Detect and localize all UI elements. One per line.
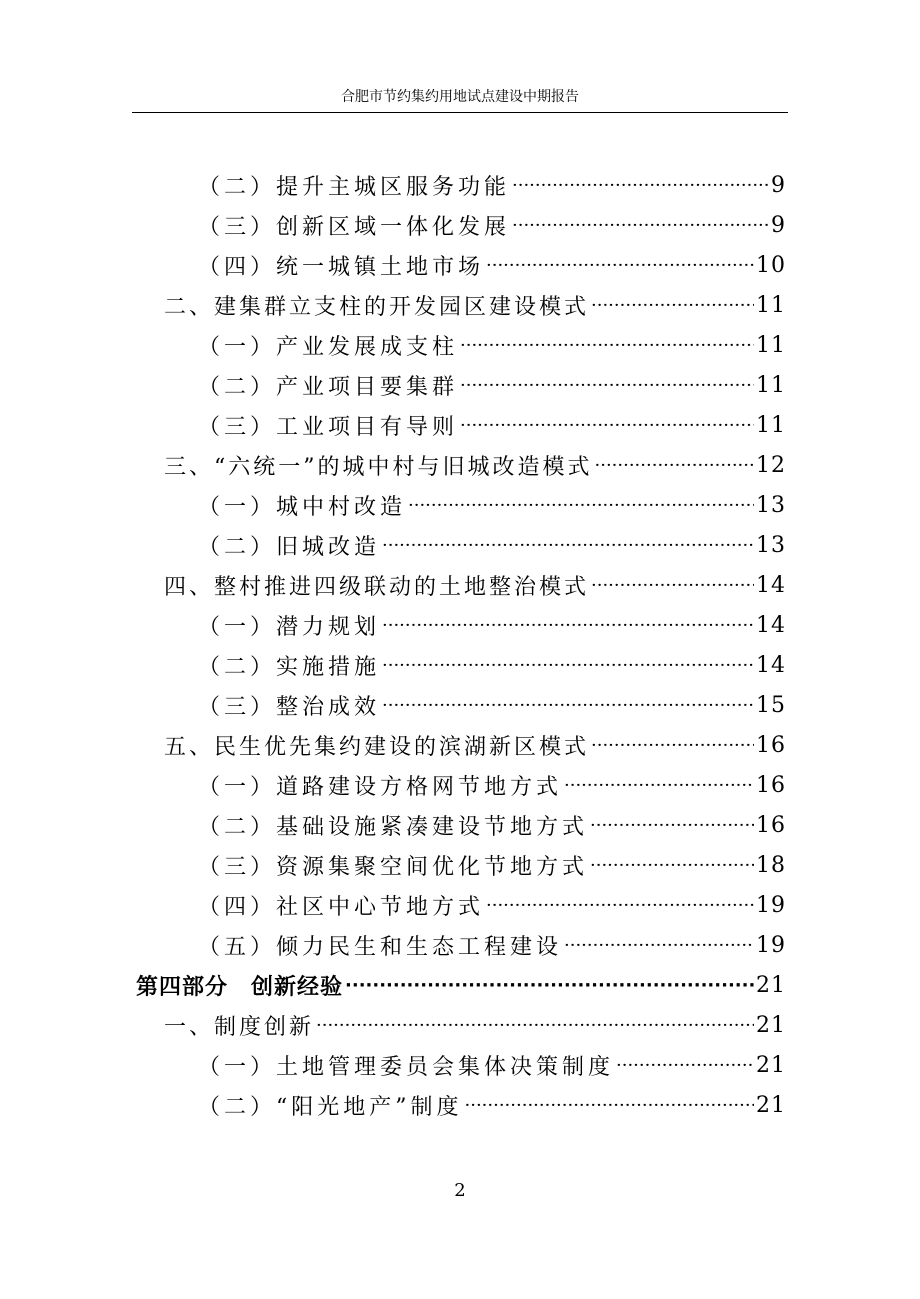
- toc-entry-page: 16: [756, 772, 786, 798]
- toc-entry-page: 11: [756, 412, 786, 438]
- toc-entry-page: 21: [756, 1092, 786, 1118]
- toc-entry-page: 9: [771, 212, 786, 238]
- toc-leader-dots: [460, 415, 754, 436]
- header-rule: [132, 112, 788, 113]
- toc-entry[interactable]: [136, 685, 786, 725]
- toc-entry[interactable]: [136, 205, 786, 245]
- toc-entry-label: （五）倾力民生和生态工程建设: [198, 934, 563, 960]
- toc-entry[interactable]: [136, 1085, 786, 1125]
- toc-leader-dots: [486, 895, 754, 916]
- toc-entry[interactable]: [136, 765, 786, 805]
- toc-entry-label: （一）城中村改造: [198, 494, 407, 520]
- toc-entry[interactable]: [136, 445, 786, 485]
- toc-entry-page: 11: [756, 372, 786, 398]
- toc-entry[interactable]: [136, 845, 786, 885]
- toc-leader-dots: [590, 815, 754, 836]
- toc-entry-page: 14: [756, 572, 786, 598]
- toc-entry-label: （二）“阳光地产”制度: [198, 1094, 463, 1120]
- toc-entry-page: 13: [756, 532, 786, 558]
- toc-leader-dots: [382, 615, 754, 636]
- toc-entry-page: 14: [756, 652, 786, 678]
- toc-leader-dots: [595, 455, 755, 476]
- toc-entry-label: 一、制度创新: [164, 1014, 315, 1040]
- toc-entry-label: （二）实施措施: [198, 654, 381, 680]
- toc-leader-dots: [591, 295, 754, 316]
- toc-entry-page: 16: [756, 732, 786, 758]
- toc-entry[interactable]: [136, 645, 786, 685]
- toc-entry[interactable]: [136, 1005, 786, 1045]
- toc-entry-page: 9: [771, 172, 786, 198]
- toc-entry[interactable]: [136, 325, 786, 365]
- toc-leader-dots: [316, 1015, 754, 1036]
- toc-leader-dots: [382, 695, 754, 716]
- toc-entry-label: （三）工业项目有导则: [198, 414, 459, 440]
- toc-entry-label: （一）土地管理委员会集体决策制度: [198, 1054, 615, 1080]
- toc-entry-page: 13: [756, 492, 786, 518]
- toc-entry-label: （二）基础设施紧凑建设节地方式: [198, 814, 589, 840]
- toc-leader-dots: [512, 175, 769, 196]
- toc-entry-label: 五、民生优先集约建设的滨湖新区模式: [164, 734, 590, 760]
- toc-entry-label: （四）统一城镇土地市场: [198, 254, 485, 280]
- toc-entry-page: 16: [756, 812, 786, 838]
- toc-entry-label: 四、整村推进四级联动的土地整治模式: [164, 574, 590, 600]
- toc-entry-label: （一）产业发展成支柱: [198, 334, 459, 360]
- toc-leader-dots: [591, 575, 754, 596]
- toc-leader-dots: [591, 735, 754, 756]
- toc-entry-label: （一）道路建设方格网节地方式: [198, 774, 563, 800]
- toc-leader-dots: [460, 375, 754, 396]
- toc-leader-dots: [465, 1095, 755, 1116]
- toc-entry[interactable]: [136, 245, 786, 285]
- toc-entry[interactable]: [136, 725, 786, 765]
- toc-entry-page: 12: [756, 452, 786, 478]
- toc-leader-dots: [564, 775, 754, 796]
- toc-entry-page: 11: [756, 292, 786, 318]
- toc-leader-dots: [408, 495, 754, 516]
- toc-entry[interactable]: [136, 285, 786, 325]
- toc-entry-page: 21: [756, 1012, 786, 1038]
- toc-entry-page: 10: [756, 252, 786, 278]
- toc-entry-page: 14: [756, 612, 786, 638]
- toc-entry-page: 18: [756, 852, 786, 878]
- toc-leader-dots: [590, 855, 754, 876]
- toc-entry-page: 21: [756, 972, 786, 998]
- toc-entry-label: （二）提升主城区服务功能: [198, 174, 511, 200]
- toc-entry-label: 二、建集群立支柱的开发园区建设模式: [164, 294, 590, 320]
- toc-entry[interactable]: [136, 805, 786, 845]
- toc-entry-label: （一）潜力规划: [198, 614, 381, 640]
- toc-entry-page: 21: [756, 1052, 786, 1078]
- toc-entry-page: 19: [756, 932, 786, 958]
- toc-entry[interactable]: [136, 925, 786, 965]
- toc-entry[interactable]: [136, 525, 786, 565]
- toc-entry-label: （三）资源集聚空间优化节地方式: [198, 854, 589, 880]
- toc-entry-label: （四）社区中心节地方式: [198, 894, 485, 920]
- toc-leader-dots: [486, 255, 754, 276]
- table-of-contents: [136, 165, 786, 1125]
- toc-entry-page: 19: [756, 892, 786, 918]
- toc-entry[interactable]: [136, 885, 786, 925]
- toc-entry-label: （三）创新区域一体化发展: [198, 214, 511, 240]
- toc-entry[interactable]: [136, 965, 786, 1005]
- page-number: 2: [454, 1180, 466, 1201]
- toc-entry-label: （三）整治成效: [198, 694, 381, 720]
- toc-leader-dots: [616, 1055, 754, 1076]
- toc-entry-page: 15: [756, 692, 786, 718]
- toc-entry[interactable]: [136, 605, 786, 645]
- toc-entry[interactable]: [136, 1045, 786, 1085]
- toc-leader-dots: [564, 935, 754, 956]
- toc-entry[interactable]: [136, 565, 786, 605]
- toc-entry-label: （二）旧城改造: [198, 534, 381, 560]
- toc-entry[interactable]: [136, 365, 786, 405]
- toc-entry-page: 11: [756, 332, 786, 358]
- toc-leader-dots: [512, 215, 769, 236]
- toc-leader-dots: [382, 535, 754, 556]
- running-header: 合肥市节约集约用地试点建设中期报告: [341, 89, 579, 105]
- toc-entry-label: （二）产业项目要集群: [198, 374, 459, 400]
- toc-entry-label: 第四部分 创新经验: [136, 974, 344, 1000]
- toc-entry[interactable]: [136, 405, 786, 445]
- toc-leader-dots: [382, 655, 754, 676]
- toc-entry[interactable]: [136, 485, 786, 525]
- toc-entry[interactable]: [136, 165, 786, 205]
- toc-entry-label: 三、“六统一”的城中村与旧城改造模式: [164, 454, 593, 480]
- toc-leader-dots: [345, 975, 754, 996]
- toc-leader-dots: [460, 335, 754, 356]
